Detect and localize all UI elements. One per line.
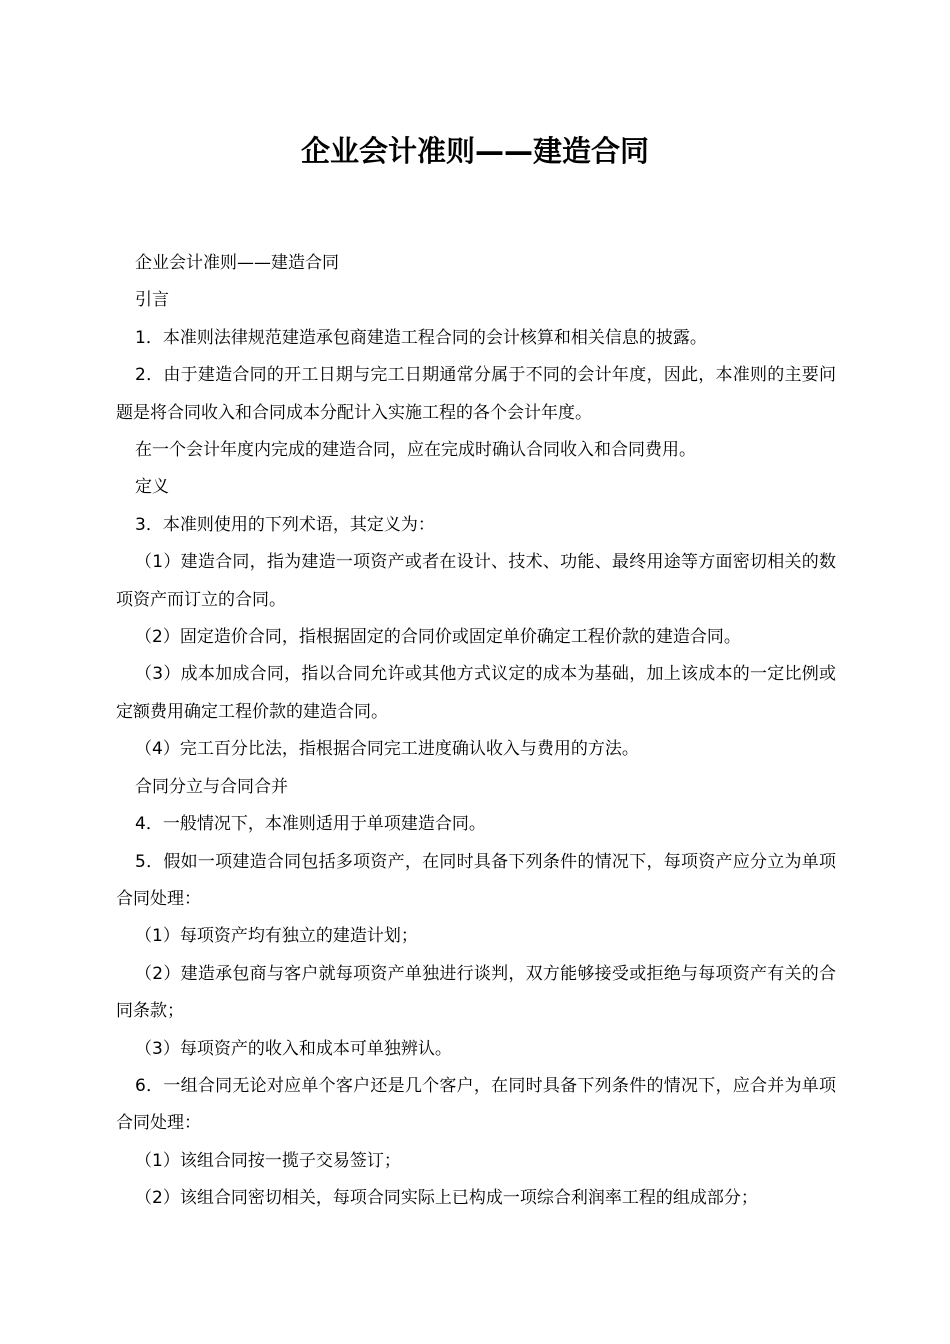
paragraph-6: 6．一组合同无论对应单个客户还是几个客户，在同时具备下列条件的情况下，应合并为单项合同处理：	[116, 1075, 836, 1134]
paragraph-5-item-1: （1）每项资产均有独立的建造计划；	[135, 926, 418, 947]
paragraph-subtitle: 企业会计准则——建造合同	[135, 253, 339, 273]
paragraph-2-note: 在一个会计年度内完成的建造合同，应在完成时确认合同收入和合同费用。	[135, 440, 696, 461]
section-heading-definitions: 定义	[135, 477, 169, 498]
section-heading-split-merge: 合同分立与合同合并	[135, 776, 288, 797]
document-title: 企业会计准则——建造合同	[300, 134, 649, 168]
paragraph-3-item-4: （4）完工百分比法，指根据合同完工进度确认收入与费用的方法。	[135, 739, 639, 760]
paragraph-3: 3．本准则使用的下列术语，其定义为：	[135, 514, 435, 535]
paragraph-2: 2．由于建造合同的开工日期与完工日期通常分属于不同的会计年度，因此，本准则的主要问题是将合同收入和合同成本分配计入实施工程的各个会计年度。	[116, 365, 836, 423]
paragraph-3-item-3: （3）成本加成合同，指以合同允许或其他方式议定的成本为基础，加上该成本的一定比例或定额费用确定工程价款的建造合同。	[116, 664, 836, 722]
section-heading-introduction: 引言	[135, 290, 169, 311]
paragraph-3-item-1: （1）建造合同，指为建造一项资产或者在设计、技术、功能、最终用途等方面密切相关的数项资产而订立的合同。	[116, 552, 836, 610]
paragraph-5: 5．假如一项建造合同包括多项资产，在同时具备下列条件的情况下，每项资产应分立为单项合同处理：	[116, 851, 836, 909]
paragraph-6-item-1: （1）该组合同按一揽子交易签订；	[135, 1150, 401, 1171]
paragraph-1: 1．本准则法律规范建造承包商建造工程合同的会计核算和相关信息的披露。	[135, 327, 707, 348]
paragraph-5-item-3: （3）每项资产的收入和成本可单独辨认。	[135, 1038, 452, 1059]
paragraph-4: 4．一般情况下，本准则适用于单项建造合同。	[135, 814, 486, 835]
paragraph-6-item-2: （2）该组合同密切相关，每项合同实际上已构成一项综合利润率工程的组成部分；	[135, 1188, 758, 1209]
document-body	[116, 245, 836, 1218]
paragraph-3-item-2: （2）固定造价合同，指根据固定的合同价或固定单价确定工程价款的建造合同。	[135, 627, 741, 648]
paragraph-5-item-2: （2）建造承包商与客户就每项资产单独进行谈判，双方能够接受或拒绝与每项资产有关的合同条款；	[116, 963, 836, 1022]
